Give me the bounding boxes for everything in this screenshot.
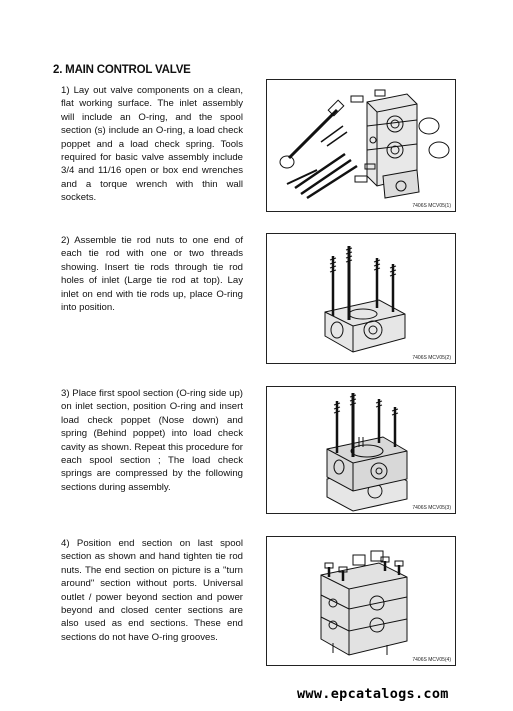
figure-4-caption: 7406S MCV05(4)	[412, 657, 451, 663]
figure-1-caption: 7406S MCV05(1)	[412, 203, 451, 209]
section-title: 2. MAIN CONTROL VALVE	[53, 64, 191, 76]
figure-3-spool-section	[266, 386, 456, 514]
step-3	[61, 387, 243, 494]
step-4-text: 4) Position end section on last spool section as shown and hand tighten tie rod nuts. The end section on picture is a "turn around" section without ports. Universal outlet / power beyond section and power beyond and closed center sections are also used as end sections. These end sections do not have O-ring grooves.	[61, 538, 243, 643]
step-3-text: 3) Place first spool section (O-ring side up) on inlet section, position O-ring and insert load check poppet (Nose down) and spring (Behind poppet) into load check cavity as shown. Repeat this procedure for each spool section ; The load check springs are compressed by the following sections during assembly.	[61, 388, 243, 493]
figure-2-tie-rods	[266, 233, 456, 364]
step-1-text: 1) Lay out valve components on a clean, flat working surface. The inlet assembly will include an O-ring, and the spool section (s) include an O-ring, a load check poppet and a load check spring. Tools required for basic valve assembly include 3/4 and 11/16 open or box end wrenches and a torque wrench with thin wall sockets.	[61, 85, 243, 204]
step-1	[61, 84, 243, 205]
tie-rods-illustration	[267, 234, 457, 365]
footer-url[interactable]: www.epcatalogs.com	[297, 686, 449, 702]
figure-2-caption: 7406S MCV05(2)	[412, 355, 451, 361]
step-2	[61, 234, 243, 314]
valve-components-illustration	[267, 80, 457, 213]
figure-4-end-section	[266, 536, 456, 666]
step-2-text: 2) Assemble tie rod nuts to one end of each tie rod with one or two threads showing. Insert tie rods through tie rod holes of inlet (Large tie rod at top). Lay inlet on end with tie rods up, place O-ring into position.	[61, 235, 243, 314]
end-section-illustration	[267, 537, 457, 667]
figure-1-valve-components	[266, 79, 456, 212]
figure-3-caption: 7406S MCV05(3)	[412, 505, 451, 511]
step-4	[61, 537, 243, 644]
spool-section-illustration	[267, 387, 457, 515]
